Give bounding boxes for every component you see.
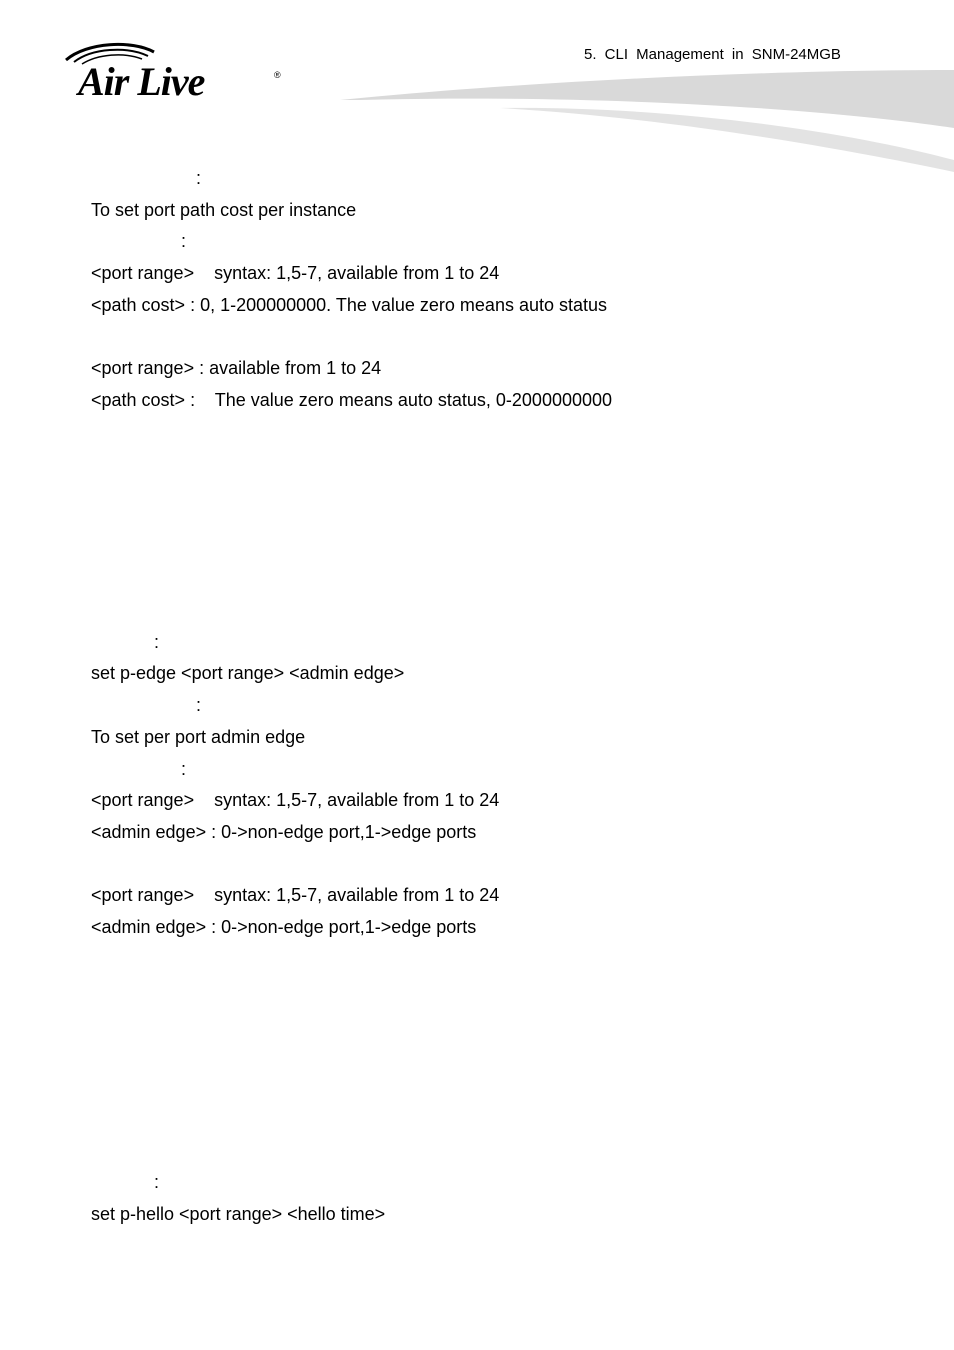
logo-wordmark: Air Live <box>78 59 205 104</box>
block1-example-path-cost: <path cost> : The value zero means auto status, 0-2000000000 <box>91 390 613 410</box>
block1-description: To set port path cost per instance <box>91 200 357 220</box>
block2-example-admin-edge: <admin edge> : 0->non-edge port,1->edge ports <box>91 917 477 937</box>
block1-example-port-range: <port range> : available from 1 to 24 <box>91 358 382 378</box>
airlive-logo <box>62 40 292 110</box>
label-colon: : <box>196 695 202 715</box>
block1-param-port-range: <port range> syntax: 1,5-7, available from 1 to 24 <box>91 263 500 283</box>
header-swoosh <box>340 60 954 180</box>
block3-syntax: set p-hello <port range> <hello time> <box>91 1204 386 1224</box>
label-colon: : <box>181 759 187 779</box>
block2-syntax: set p-edge <port range> <admin edge> <box>91 663 405 683</box>
block2-example-port-range: <port range> syntax: 1,5-7, available from 1 to 24 <box>91 885 500 905</box>
label-colon: : <box>154 632 160 652</box>
label-colon: : <box>196 168 202 188</box>
registered-mark: ® <box>274 70 281 80</box>
block2-description: To set per port admin edge <box>91 727 306 747</box>
block2-param-port-range: <port range> syntax: 1,5-7, available from 1 to 24 <box>91 790 500 810</box>
block2-param-admin-edge: <admin edge> : 0->non-edge port,1->edge ports <box>91 822 477 842</box>
block1-param-path-cost: <path cost> : 0, 1-200000000. The value zero means auto status <box>91 295 608 315</box>
section-title: 5. CLI Management in SNM-24MGB <box>584 46 841 63</box>
label-colon: : <box>154 1172 160 1192</box>
label-colon: : <box>181 231 187 251</box>
